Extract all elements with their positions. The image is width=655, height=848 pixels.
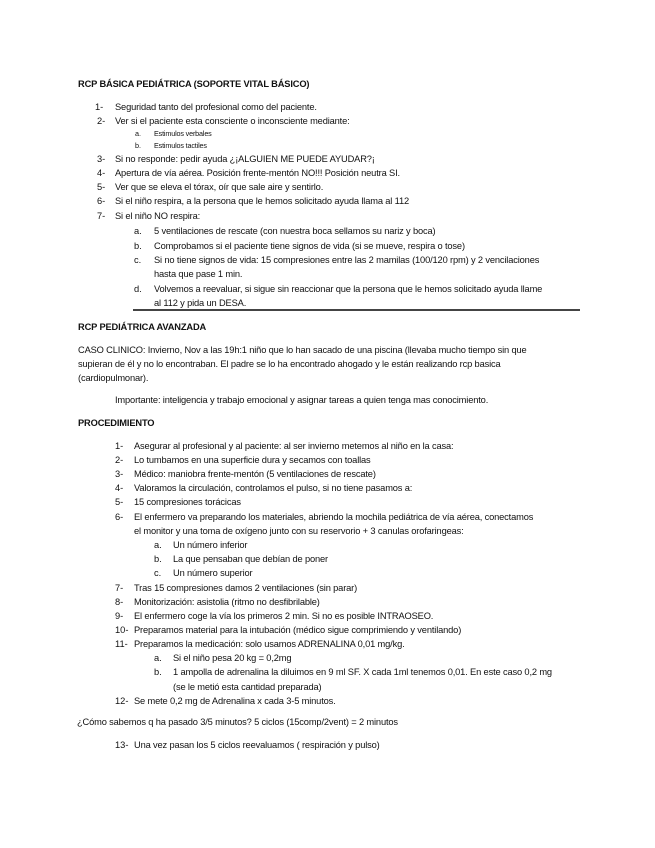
list-item: Seguridad tanto del profesional como del paciente. [115, 102, 317, 112]
important-note: Importante: inteligencia y trabajo emocional y asignar tareas a quien tenga mas conocimiento. [115, 395, 489, 405]
list-item-continuation: hasta que pase 1 min. [154, 269, 243, 279]
list-item-continuation: al 112 y pida un DESA. [154, 298, 247, 308]
list-item: Ver que se eleva el tórax, oír que sale aire y sentirlo. [115, 182, 324, 192]
list-number: 6- [97, 196, 106, 206]
horizontal-rule [133, 309, 580, 311]
list-item: Asegurar al profesional y al paciente: al ser invierno metemos al niño en la casa: [134, 441, 454, 451]
list-item: Preparamos material para la intubación (médico sigue comprimiendo y ventilando) [134, 625, 462, 635]
list-item: Un número inferior [173, 540, 248, 550]
list-item: Si el niño pesa 20 kg = 0,2mg [173, 653, 292, 663]
list-item: Volvemos a reevaluar, si sigue sin reaccionar que la persona que le hemos solicitado ayuda llame [154, 284, 543, 294]
list-number: 11- [115, 639, 128, 649]
case-text-line: supieran de él y no lo encontraban. El padre se lo ha encontrado ahogado y le están realizando rcp basica [78, 359, 501, 369]
list-item: Si no tiene signos de vida: 15 compresiones entre las 2 mamilas (100/120 rpm) y 2 vencilaciones [154, 255, 540, 265]
list-item: El enfermero coge la vía los primeros 2 min. Si no es posible INTRAOSEO. [134, 611, 434, 621]
list-item: El enfermero va preparando los materiales, abriendo la mochila pediátrica de vía aérea, conectamos [134, 512, 534, 522]
section-title-basic: RCP BÁSICA PEDIÁTRICA (SOPORTE VITAL BÁSICO) [78, 79, 310, 89]
list-number: 3- [115, 469, 124, 479]
list-letter: b. [154, 667, 162, 677]
question-line: ¿Cómo sabemos q ha pasado 3/5 minutos? 5 ciclos (15comp/2vent) = 2 minutos [77, 717, 398, 727]
list-item: Un número superior [173, 568, 253, 578]
list-item-continuation: (se le metió esta cantidad preparada) [173, 682, 322, 692]
list-item: Médico: maniobra frente-mentón (5 ventilaciones de rescate) [134, 469, 376, 479]
list-number: 4- [115, 483, 124, 493]
list-letter: c. [134, 255, 142, 265]
list-number: 5- [97, 182, 106, 192]
list-item: Lo tumbamos en una superficie dura y secamos con toallas [134, 455, 371, 465]
list-number: 8- [115, 597, 124, 607]
list-item: Valoramos la circulación, controlamos el pulso, si no tiene pasamos a: [134, 483, 413, 493]
list-letter: b. [135, 141, 141, 150]
list-number: 9- [115, 611, 124, 621]
list-number: 10- [115, 625, 129, 635]
list-item: Si no responde: pedir ayuda ¿¡ALGUIEN ME PUEDE AYUDAR?¡ [115, 154, 375, 164]
list-number: 1- [95, 102, 104, 112]
list-letter: b. [134, 241, 142, 251]
list-letter: a. [154, 540, 162, 550]
list-item: Una vez pasan los 5 ciclos reevaluamos ( respiración y pulso) [134, 740, 380, 750]
list-item: 15 compresiones torácicas [134, 497, 241, 507]
case-text-line: (cardiopulmonar). [78, 373, 149, 383]
section-title-advanced: RCP PEDIÁTRICA AVANZADA [78, 322, 207, 332]
list-item: Estimulos verbales [154, 129, 212, 138]
list-number: 5- [115, 497, 124, 507]
list-letter: a. [154, 653, 162, 663]
list-number: 7- [97, 211, 106, 221]
list-number: 12- [115, 696, 129, 706]
list-item: 5 ventilaciones de rescate (con nuestra boca sellamos su nariz y boca) [154, 226, 436, 236]
list-number: 6- [115, 512, 124, 522]
list-number: 2- [97, 116, 106, 126]
list-item-continuation: el monitor y una toma de oxígeno junto con su reservorio + 3 canulas orofaringeas: [134, 526, 464, 536]
list-letter: b. [154, 554, 162, 564]
list-item: Tras 15 compresiones damos 2 ventilaciones (sin parar) [134, 583, 358, 593]
list-item: Estimulos tactiles [154, 141, 207, 150]
list-number: 13- [115, 740, 129, 750]
list-item: Preparamos la medicación: solo usamos ADRENALINA 0,01 mg/kg. [134, 639, 405, 649]
list-number: 4- [97, 168, 106, 178]
list-number: 7- [115, 583, 124, 593]
list-number: 3- [97, 154, 106, 164]
list-item: Comprobamos si el paciente tiene signos de vida (si se mueve, respira o tose) [154, 241, 465, 251]
list-item: Apertura de vía aérea. Posición frente-mentón NO!!! Posición neutra SI. [115, 168, 400, 178]
list-item: 1 ampolla de adrenalina la diluimos en 9 ml SF. X cada 1ml tenemos 0,01. En este caso 0,2 mg [173, 667, 552, 677]
list-item: Se mete 0,2 mg de Adrenalina x cada 3-5 minutos. [134, 696, 336, 706]
list-number: 2- [115, 455, 124, 465]
list-item: Si el niño NO respira: [115, 211, 201, 221]
list-item: Monitorización: asistolia (ritmo no desfibrilable) [134, 597, 320, 607]
list-number: 1- [115, 441, 124, 451]
list-letter: c. [154, 568, 162, 578]
list-letter: a. [134, 226, 142, 236]
list-item: Ver si el paciente esta consciente o inconsciente mediante: [115, 116, 350, 126]
list-item: Si el niño respira, a la persona que le hemos solicitado ayuda llama al 112 [115, 196, 410, 206]
list-letter: d. [134, 284, 142, 294]
list-item: La que pensaban que debían de poner [173, 554, 329, 564]
case-text-line: CASO CLINICO: Invierno, Nov a las 19h:1 niño que lo han sacado de una piscina (llevaba mucho tiempo sin que [78, 345, 527, 355]
list-letter: a. [135, 129, 141, 138]
section-title-procedure: PROCEDIMIENTO [78, 418, 155, 428]
